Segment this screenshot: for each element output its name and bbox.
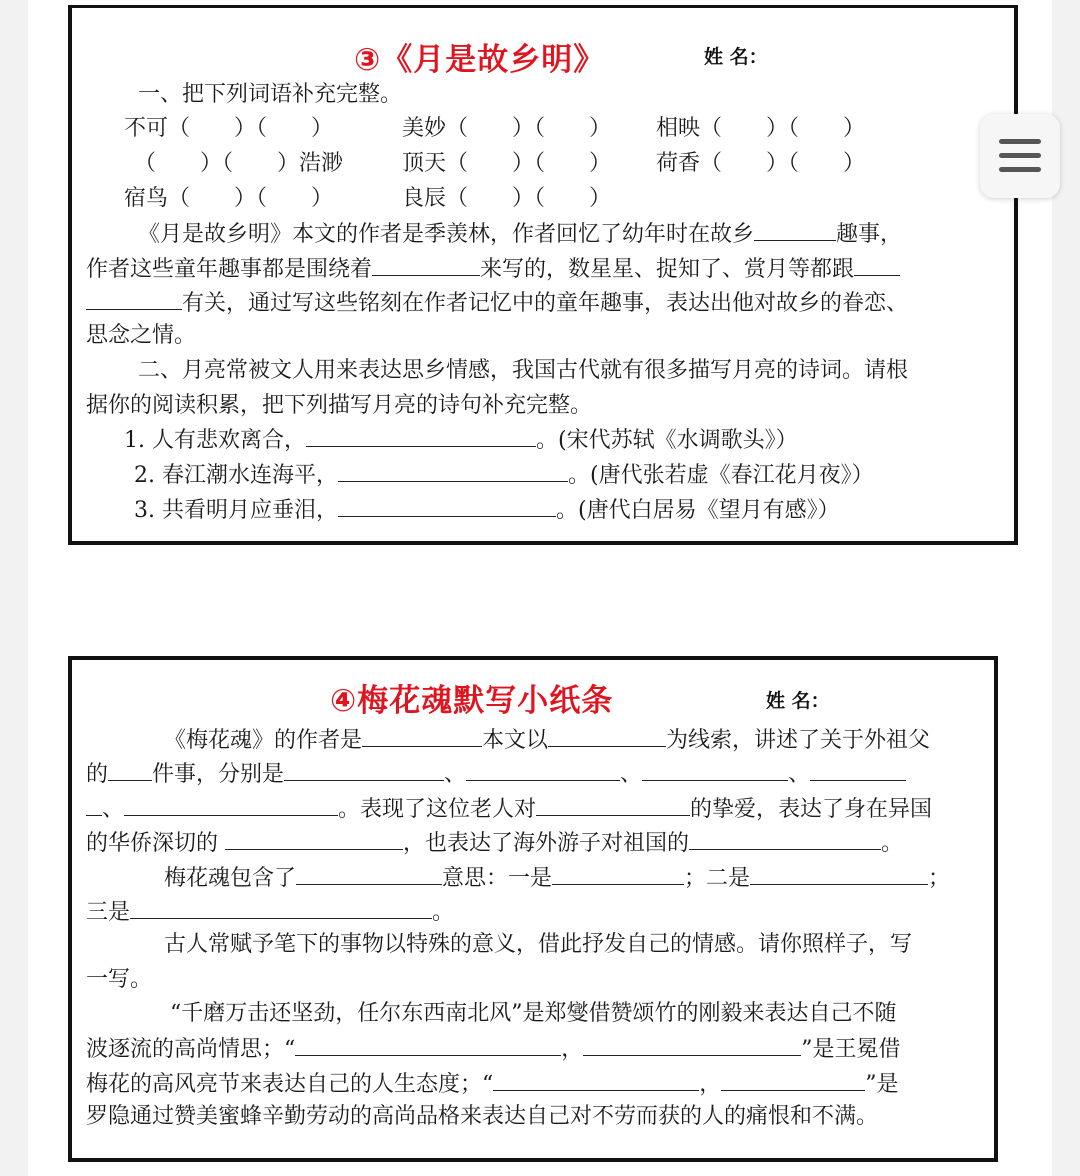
- paragraph-line: 波逐流的高尚情思；“ ， ”是王冕借: [86, 1033, 901, 1065]
- word-item: 不可（ ）（ ）: [124, 116, 334, 141]
- name-label: 姓 名：: [704, 46, 768, 68]
- word-item: （ ）（ ）浩渺: [134, 151, 344, 176]
- answer-blank[interactable]: [225, 827, 403, 850]
- poem-item: 1. 人有悲欢离合， 。(宋代苏轼《水调歌头》）: [124, 424, 798, 456]
- answer-blank[interactable]: [583, 1033, 801, 1056]
- answer-blank[interactable]: [552, 862, 684, 885]
- answer-blank[interactable]: [642, 758, 788, 781]
- hamburger-menu-icon: [997, 136, 1043, 176]
- worksheet-card-3: [68, 5, 1018, 545]
- answer-blank[interactable]: [86, 793, 102, 816]
- word-item: 相映（ ）（ ）: [656, 116, 866, 141]
- paragraph-line: 《月是故乡明》本文的作者是季羡林，作者回忆了幼年时在故乡 趣事，: [138, 218, 902, 250]
- worksheet-card-4: [68, 656, 998, 1162]
- section-heading: 二、月亮常被文人用来表达思乡情感，我国古代就有很多描写月亮的诗词。请根: [138, 358, 909, 383]
- card-title: ③《月是故乡明》: [354, 42, 606, 78]
- paragraph-line: 梅花魂包含了 意思：一是 ；二是 ；: [164, 862, 950, 894]
- answer-blank[interactable]: [306, 424, 536, 447]
- answer-blank[interactable]: [296, 862, 442, 885]
- answer-blank[interactable]: [86, 287, 182, 310]
- paragraph-line: 三是 。: [86, 896, 454, 928]
- answer-blank[interactable]: [721, 1068, 865, 1091]
- name-label: 姓 名：: [766, 690, 830, 712]
- paragraph-line: 梅花的高风亮节来表达自己的人生态度；“ ， ”是: [86, 1068, 899, 1100]
- section-heading: 一、把下列词语补充完整。: [138, 82, 403, 107]
- answer-blank[interactable]: [536, 793, 690, 816]
- paragraph-line: “千磨万击还坚劲，任尔东西南北风”是郑燮借赞颂竹的刚毅来表达自己不随: [170, 1001, 897, 1026]
- answer-blank[interactable]: [548, 724, 666, 747]
- paragraph-line: 一写。: [86, 967, 153, 992]
- answer-blank[interactable]: [689, 827, 881, 850]
- paragraph-line: 、 。表现了这位老人对 的挚爱，表达了身在异国: [86, 793, 932, 825]
- paragraph-line: 作者这些童年趣事都是围绕着 来写的，数星星、捉知了、赏月等都跟: [86, 253, 900, 285]
- poem-item: 3. 共看明月应垂泪， 。(唐代白居易《望月有感》）: [134, 494, 840, 526]
- word-item: 宿鸟（ ）（ ）: [124, 186, 334, 211]
- answer-blank[interactable]: [124, 793, 338, 816]
- answer-blank[interactable]: [338, 494, 556, 517]
- answer-blank[interactable]: [754, 218, 836, 241]
- paragraph-line: 的 件事，分别是 、 、 、: [86, 758, 906, 790]
- word-item: 顶天（ ）（ ）: [402, 151, 612, 176]
- answer-blank[interactable]: [854, 253, 900, 276]
- answer-blank[interactable]: [372, 253, 480, 276]
- word-item: 荷香（ ）（ ）: [656, 151, 866, 176]
- word-item: 良辰（ ）（ ）: [402, 186, 612, 211]
- answer-blank[interactable]: [493, 1068, 699, 1091]
- answer-blank[interactable]: [284, 758, 444, 781]
- paragraph-line: 古人常赋予笔下的事物以特殊的意义，借此抒发自己的情感。请你照样子，写: [164, 932, 913, 957]
- answer-blank[interactable]: [362, 724, 482, 747]
- answer-blank[interactable]: [466, 758, 620, 781]
- answer-blank[interactable]: [810, 758, 906, 781]
- paragraph-line: 的华侨深切的 ，也表达了海外游子对祖国的 。: [86, 827, 903, 859]
- answer-blank[interactable]: [750, 862, 928, 885]
- paragraph-line: 罗隐通过赞美蜜蜂辛勤劳动的高尚品格来表达自己对不劳而获的人的痛恨和不满。: [86, 1104, 879, 1129]
- poem-item: 2. 春江潮水连海平， 。(唐代张若虚《春江花月夜》）: [134, 459, 874, 491]
- paragraph-line: 思念之情。: [86, 323, 197, 348]
- answer-blank[interactable]: [338, 459, 568, 482]
- card-title: ④梅花魂默写小纸条: [330, 683, 614, 719]
- menu-button[interactable]: [980, 114, 1060, 198]
- answer-blank[interactable]: [130, 896, 432, 919]
- paragraph-line: 有关，通过写这些铭刻在作者记忆中的童年趣事，表达出他对故乡的眷恋、: [86, 287, 908, 319]
- answer-blank[interactable]: [295, 1033, 561, 1056]
- word-item: 美妙（ ）（ ）: [402, 116, 612, 141]
- answer-blank[interactable]: [108, 758, 152, 781]
- paragraph-line: 据你的阅读积累，把下列描写月亮的诗句补充完整。: [86, 393, 593, 418]
- paragraph-line: 《梅花魂》的作者是 本文以 为线索，讲述了关于外祖父: [164, 724, 930, 756]
